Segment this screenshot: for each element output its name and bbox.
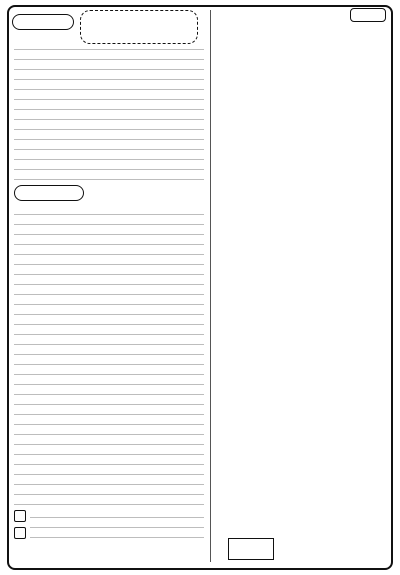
left-text-block-1 <box>14 40 204 185</box>
note-badge <box>350 8 386 22</box>
vertical-column-10 <box>228 28 240 558</box>
ka-icon <box>14 510 26 522</box>
hp-icon <box>14 527 26 539</box>
vertical-column-4 <box>324 28 336 558</box>
vertical-column-9 <box>244 28 256 558</box>
vertical-column-6 <box>292 28 304 558</box>
vertical-column-3 <box>340 28 352 558</box>
left-text-block-3 <box>30 508 204 540</box>
column-divider <box>210 10 211 562</box>
left-text-block-2 <box>14 205 204 505</box>
vertical-column-11 <box>214 28 226 558</box>
callout-note <box>80 10 198 44</box>
vertical-column-1 <box>372 28 384 558</box>
footer-signoff <box>14 542 164 562</box>
section-heading-2 <box>14 185 84 201</box>
vertical-column-2 <box>356 28 368 558</box>
vertical-column-7 <box>276 28 288 558</box>
section-heading-1 <box>12 14 74 30</box>
vertical-column-8 <box>260 28 272 558</box>
vertical-column-5 <box>308 28 320 558</box>
